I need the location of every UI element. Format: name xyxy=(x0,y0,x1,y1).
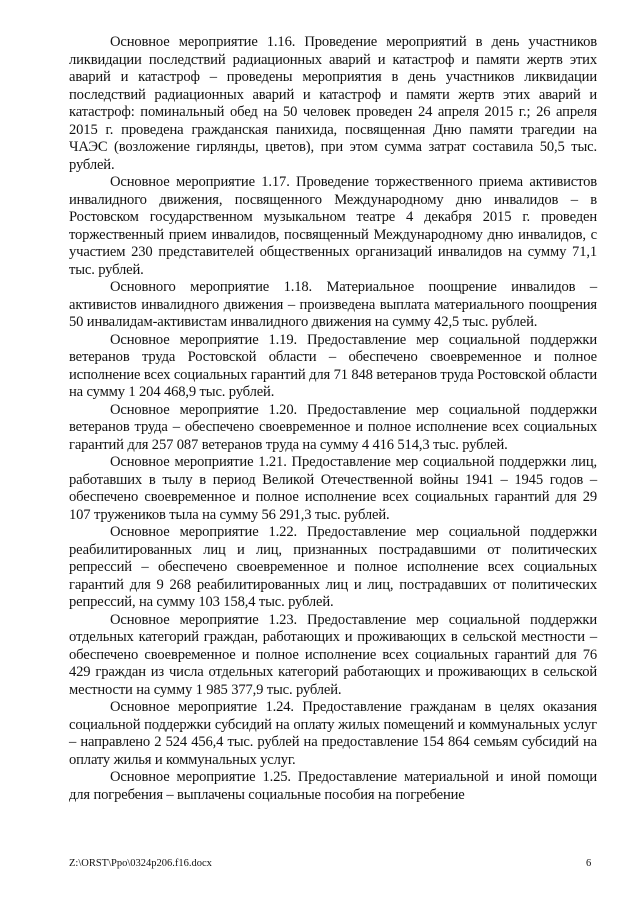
paragraph-measure-1-16: Основное мероприятие 1.16. Проведение мероприятий в день участников ликвидации последствий радиационных аварий и катастроф и памяти жертв этих аварий и катастроф – проведены мероприятия в день участников ликвидации последствий радиационных аварий и катастроф и памяти жертв этих аварий и катастроф: поминальный обед на 50 человек проведен 24 апреля 2015 г.; 26 апреля 2015 г. проведена гражданская панихида, посвященная Дню памяти трагедии на ЧАЭС (возложение гирлянды, цветов), при этом сумма затрат составила 50,5 тыс. рублей. xyxy=(69,34,597,173)
paragraph-measure-1-25: Основное мероприятие 1.25. Предоставление материальной и иной помощи для погребения – выплачены социальные пособия на погребение xyxy=(69,769,597,803)
paragraph-measure-1-24: Основное мероприятие 1.24. Предоставление гражданам в целях оказания социальной поддержки субсидий на оплату жилых помещений и коммунальных услуг – направлено 2 524 456,4 тыс. рублей на предоставление 154 864 семьям субсидий на оплату жилья и коммунальных услуг. xyxy=(69,699,597,768)
paragraph-measure-1-18: Основного мероприятие 1.18. Материальное поощрение инвалидов – активистов инвалидного движения – произведена выплата материального поощрения 50 инвалидам-активистам инвалидного движения на сумму 42,5 тыс. рублей. xyxy=(69,279,597,330)
footer-page-number: 6 xyxy=(586,858,592,869)
paragraph-measure-1-22: Основное мероприятие 1.22. Предоставление мер социальной поддержки реабилитированных лиц и лиц, признанных пострадавшими от политических репрессий – обеспечено своевременное и полное исполнение всех социальных гарантий для 9 268 реабилитированных лиц и лиц, пострадавших от политических репрессий, на сумму 103 158,4 тыс. рублей. xyxy=(69,524,597,610)
paragraph-measure-1-17: Основное мероприятие 1.17. Проведение торжественного приема активистов инвалидного движения, посвященного Международному дню инвалидов – в Ростовском государственном музыкальном театре 4 декабря 2015 г. проведен торжественный прием инвалидов, посвященный Международному дню инвалидов, с участием 230 представителей общественных организаций инвалидов на сумму 71,1 тыс. рублей. xyxy=(69,174,597,278)
footer-file-path: Z:\ORST\Ppo\0324p206.f16.docx xyxy=(69,858,212,869)
paragraph-measure-1-21: Основное мероприятие 1.21. Предоставление мер социальной поддержки лиц, работавших в тылу в период Великой Отечественной войны 1941 – 1945 годов – обеспечено своевременное и полное исполнение всех социальных гарантий для 29 107 тружеников тыла на сумму 56 291,3 тыс. рублей. xyxy=(69,454,597,523)
document-body xyxy=(69,34,597,804)
paragraph-measure-1-23: Основное мероприятие 1.23. Предоставление мер социальной поддержки отдельных категорий граждан, работающих и проживающих в сельской местности – обеспечено своевременное и полное исполнение всех социальных гарантий для 76 429 граждан из числа отдельных категорий работающих и проживающих в сельской местности на сумму 1 985 377,9 тыс. рублей. xyxy=(69,611,597,698)
paragraph-measure-1-20: Основное мероприятие 1.20. Предоставление мер социальной поддержки ветеранов труда – обеспечено своевременное и полное исполнение всех социальных гарантий для 257 087 ветеранов труда на сумму 4 416 514,3 тыс. рублей. xyxy=(69,401,597,453)
paragraph-measure-1-19: Основное мероприятие 1.19. Предоставление мер социальной поддержки ветеранов труда Ростовской области – обеспечено своевременное и полное исполнение всех социальных гарантий для 71 848 ветеранов труда Ростовской области на сумму 1 204 468,9 тыс. рублей. xyxy=(69,331,597,400)
